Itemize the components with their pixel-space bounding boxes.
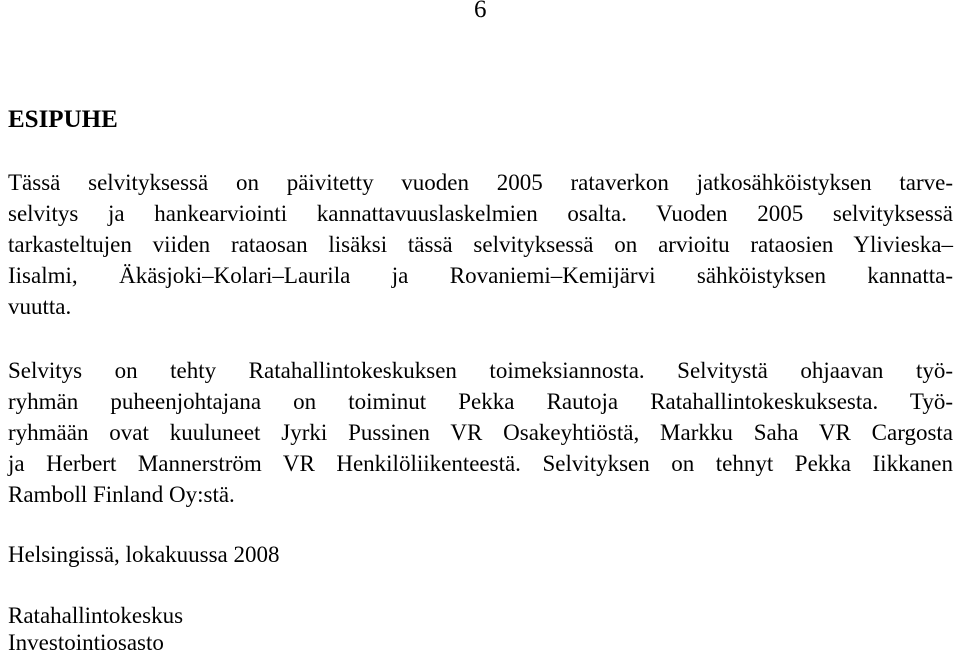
paragraph-line: tarkasteltujen viiden rataosan lisäksi tässä selvityksessä on arvioitu rataosien Ylivieska– xyxy=(8,232,953,257)
page-title: ESIPUHE xyxy=(8,106,118,133)
paragraph-line: vuutta. xyxy=(8,294,72,319)
paragraph-line: ryhmään ovat kuuluneet Jyrki Pussinen VR Osakeyhtiöstä, Markku Saha VR Cargosta xyxy=(8,420,953,445)
paragraph-line: selvitys ja hankearviointi kannattavuuslaskelmien osalta. Vuoden 2005 selvityksessä xyxy=(8,201,953,226)
paragraph-line: Iisalmi, Äkäsjoki–Kolari–Laurila ja Rovaniemi–Kemijärvi sähköistyksen kannatta- xyxy=(8,263,953,288)
paragraph-line: Tässä selvityksessä on päivitetty vuoden 2005 rataverkon jatkosähköistyksen tarve- xyxy=(8,170,953,195)
paragraph-line: ja Herbert Mannerström VR Henkilöliikenteestä. Selvityksen on tehnyt Pekka Iikkanen xyxy=(8,451,953,476)
organization-name: Ratahallintokeskus xyxy=(8,603,184,628)
place-and-date: Helsingissä, lokakuussa 2008 xyxy=(8,542,280,567)
page-number: 6 xyxy=(474,0,487,23)
paragraph-line: Selvitys on tehty Ratahallintokeskuksen toimeksiannosta. Selvitystä ohjaavan työ- xyxy=(8,358,953,383)
department-name: Investointiosasto xyxy=(8,630,164,655)
paragraph-line: Ramboll Finland Oy:stä. xyxy=(8,482,235,507)
paragraph-line: ryhmän puheenjohtajana on toiminut Pekka Rautoja Ratahallintokeskuksesta. Työ- xyxy=(8,389,953,414)
